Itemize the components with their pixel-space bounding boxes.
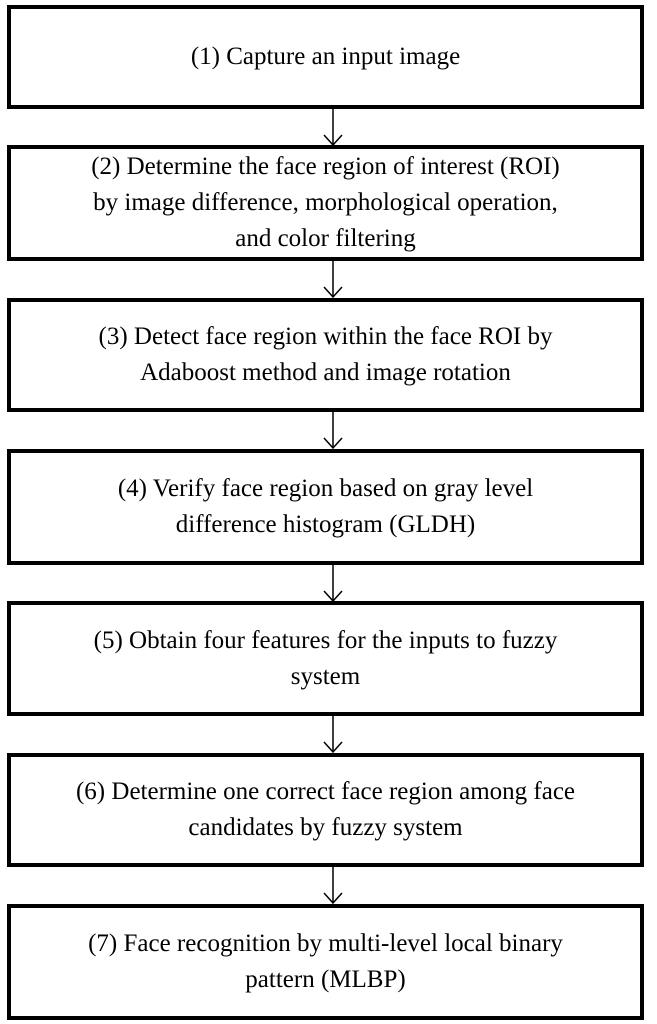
step-3-box	[7, 298, 644, 412]
arrow-5-to-6	[318, 716, 348, 754]
arrow-2-to-3	[318, 261, 348, 299]
step-7-box	[7, 904, 644, 1020]
step-2-label: (2) Determine the face region of interest (ROI) by image difference, morphological operation, and color filtering	[91, 153, 560, 252]
step-1-label: (1) Capture an input image	[190, 43, 461, 70]
arrow-4-to-5	[318, 565, 348, 603]
step-2-box	[7, 145, 644, 261]
arrow-3-to-4	[318, 412, 348, 450]
step-6-box	[7, 753, 644, 867]
step-3-label: (3) Detect face region within the face ROI by Adaboost method and image rotation	[98, 323, 553, 386]
step-6-label: (6) Determine one correct face region among face candidates by fuzzy system	[75, 778, 576, 841]
step-7-label: (7) Face recognition by multi-level local binary pattern (MLBP)	[88, 930, 563, 993]
step-5-label: (5) Obtain four features for the inputs to fuzzy system	[93, 626, 558, 690]
step-5-box	[7, 601, 644, 716]
arrow-1-to-2	[318, 109, 348, 147]
step-1-box	[7, 5, 644, 109]
step-4-label: (4) Verify face region based on gray level difference histogram (GLDH)	[117, 475, 534, 538]
arrow-6-to-7	[318, 867, 348, 905]
step-4-box	[7, 449, 644, 565]
